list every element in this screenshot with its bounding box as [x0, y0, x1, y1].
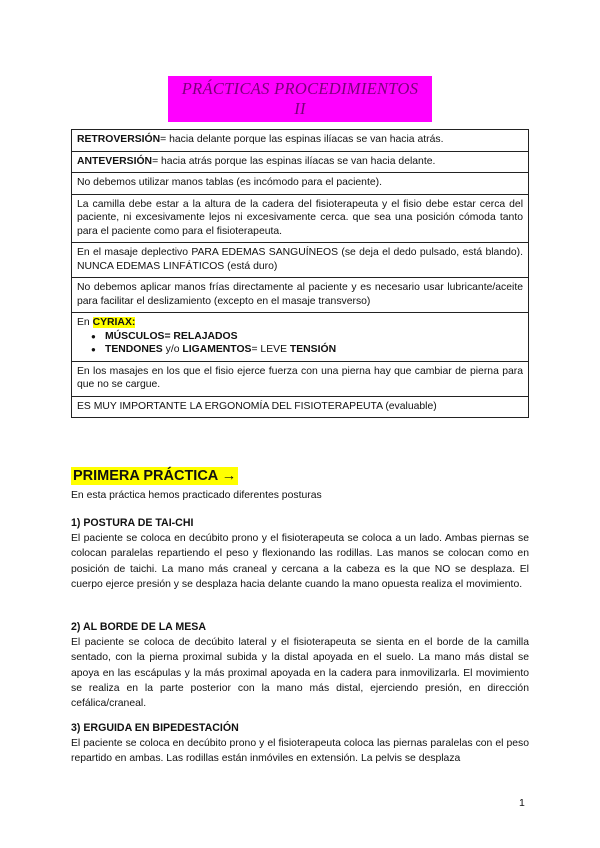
cyriax-prefix: En: [77, 317, 93, 328]
table-row: [72, 396, 529, 418]
table-row: [72, 151, 529, 173]
list-item: [105, 343, 523, 357]
table-row: [72, 194, 529, 243]
term-tendones: TENDONES: [105, 344, 163, 355]
table-cell: En el masaje deplectivo PARA EDEMAS SANGUÍNEOS (se deja el dedo pulsado, está blando). NUNCA EDEMAS LINFÁTICOS (está duro): [72, 243, 529, 278]
subsection-bipedestacion: [71, 721, 529, 767]
page-number: 1: [519, 797, 525, 809]
connector-text: = LEVE: [251, 344, 290, 355]
term-anteversion: ANTEVERSIÓN: [77, 155, 153, 167]
paragraph: El paciente se coloca de decúbito lateral y el fisioterapeuta se sienta en el borde de la camilla sentado, con la pierna proximal subida y la distal apoyada en el suelo. La mano más distal se apoya en las escápulas y la más proximal apoyada en la cadera para inmovilizarla. El movimiento se realiza en la parte posterior con la mano más distal, ejerciendo presión, en dirección cefálica/craneal.: [71, 637, 529, 710]
term-tension: TENSIÓN: [289, 344, 337, 355]
subsection-heading: 2) AL BORDE DE LA MESA: [71, 621, 206, 633]
table-row: [72, 243, 529, 278]
subsection-heading: 3) ERGUIDA EN BIPEDESTACIÓN: [71, 722, 239, 734]
table-cell: No debemos utilizar manos tablas (es incómodo para el paciente).: [72, 173, 529, 195]
title-wrapper: [0, 76, 600, 122]
paragraph: El paciente se coloca en decúbito prono y el fisioterapeuta se coloca a un lado. Ambas piernas se colocan paralelas repartiendo el peso y flexionando las rodillas. Las manos se colocan como en posición de taichi. La mano más craneal y cercana a la cabeza es la que NO se desplaza. El cuerpo ejerce presión y se desplaza hacia delante cuando la mano opuesta realiza el movimiento.: [71, 533, 529, 590]
section-intro: En esta práctica hemos practicado diferentes posturas: [71, 490, 322, 501]
term-ligamentos: LIGAMENTOS: [182, 344, 252, 355]
subsection-heading: 1) POSTURA DE TAI-CHI: [71, 517, 194, 529]
table-row: [72, 130, 529, 152]
cyriax-list: [77, 330, 523, 357]
table-cell: [72, 313, 529, 362]
definition-anteversion: = hacia atrás porque las espinas ilíacas se van hacia delante.: [152, 155, 436, 167]
document-title: PRÁCTICAS PROCEDIMIENTOS II: [168, 76, 432, 122]
paragraph: El paciente se coloca en decúbito prono y el fisioterapeuta coloca las piernas paralelas con el peso repartido en ambas. Las rodillas están inmóviles en extensión. La pelvis se desplaza: [71, 738, 529, 765]
term-retroversion: RETROVERSIÓN: [77, 134, 161, 145]
table-cell: ES MUY IMPORTANTE LA ERGONOMÍA DEL FISIOTERAPEUTA (evaluable): [72, 396, 529, 418]
table-cell: No debemos aplicar manos frías directamente al paciente y es necesario usar lubricante/aceite para facilitar el deslizamiento (excepto en el masaje transverso): [72, 278, 529, 313]
subsection-tai-chi: [71, 516, 529, 592]
section-heading: PRIMERA PRÁCTICA →: [73, 468, 237, 484]
notes-table: [71, 129, 529, 418]
list-item: ● MÚSCULOS= RELAJADOS: [105, 330, 523, 344]
definition-retroversion: = hacia delante porque las espinas ilíacas se van hacia atrás.: [160, 134, 444, 145]
table-cell: La camilla debe estar a la altura de la cadera del fisioterapeuta y el fisio debe estar cerca del paciente, ni excesivamente lejos ni excesivamente cerca. que sea una posición cómoda tanto para el paciente como para el fisioterapeuta.: [72, 194, 529, 243]
table-row: [72, 278, 529, 313]
table-row: [72, 173, 529, 195]
table-row: [72, 313, 529, 362]
table-cell: En los masajes en los que el fisio ejerce fuerza con una pierna hay que cambiar de pierna para que no se cargue.: [72, 361, 529, 396]
subsection-borde-mesa: [71, 620, 529, 711]
table-row: [72, 361, 529, 396]
table-cell: [72, 151, 529, 173]
connector-text: y/o: [162, 344, 183, 355]
table-cell: [72, 130, 529, 152]
cyriax-term: CYRIAX:: [92, 317, 136, 328]
